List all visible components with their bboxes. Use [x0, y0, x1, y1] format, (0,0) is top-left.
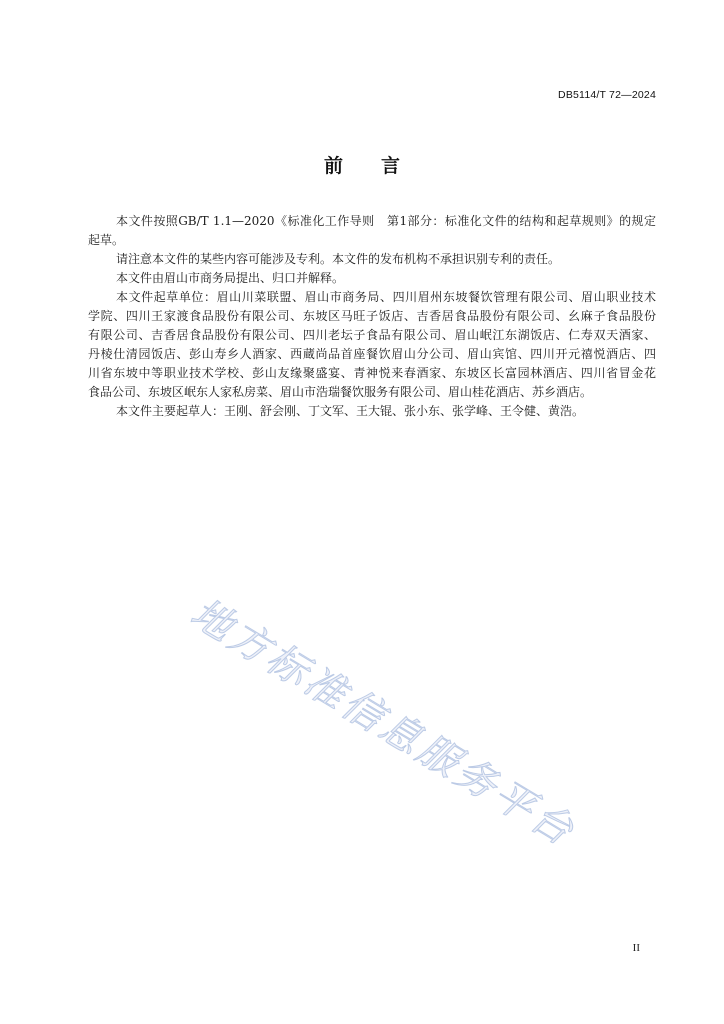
paragraph-line: 有限公司、吉香居食品股份有限公司、四川老坛子食品有限公司、眉山岷江东湖饭店、仁寿双天酒家、 — [88, 328, 656, 342]
watermark: 地方标准信息服务平台 — [182, 589, 584, 857]
paragraph-line: 请注意本文件的某些内容可能涉及专利。本文件的发布机构不承担识别专利的责任。 — [116, 252, 561, 266]
document-number: DB5114/T 72—2024 — [558, 89, 656, 101]
preface-paragraph — [88, 250, 656, 269]
page-title: 前 言 — [323, 155, 400, 177]
paragraph-line: 川省东坡中等职业技术学校、彭山友缘聚盛宴、青神悦来春酒家、东坡区长富园林酒店、四川省冒金花 — [88, 366, 656, 380]
preface-paragraph — [88, 212, 656, 250]
preface-paragraph — [88, 288, 656, 402]
paragraph-line: 起草。 — [88, 233, 125, 247]
page-number: II — [632, 942, 640, 954]
paragraph-line: 本文件由眉山市商务局提出、归口并解释。 — [116, 271, 345, 285]
paragraph-line: 本文件主要起草人：王刚、舒会刚、丁文军、王大锟、张小东、张学峰、王令健、黄浩。 — [116, 404, 585, 418]
paragraph-line: 食品公司、东坡区岷东人家私房菜、眉山市浩瑞餐饮服务有限公司、眉山桂花酒店、苏乡酒店。 — [88, 385, 593, 399]
preface-body — [88, 212, 656, 421]
preface-paragraph — [88, 402, 656, 421]
paragraph-line: 丹棱仕清园饭店、彭山寿乡人酒家、西蔵尚品首座餐饮眉山分公司、眉山宾馆、四川开元禧悦酒店、四 — [88, 347, 656, 361]
paragraph-line: 本文件起草单位：眉山川菜联盟、眉山市商务局、四川眉州东坡餐饮管理有限公司、眉山职业技术 — [116, 290, 656, 304]
preface-paragraph — [88, 269, 656, 288]
paragraph-line: 本文件按照GB/T 1.1—2020《标准化工作导则 第1部分：标准化文件的结构和起草规则》的规定 — [116, 214, 656, 228]
paragraph-line: 学院、四川王家渡食品股份有限公司、东坡区马旺子饭店、吉香居食品股份有限公司、幺麻子食品股份 — [88, 309, 656, 323]
